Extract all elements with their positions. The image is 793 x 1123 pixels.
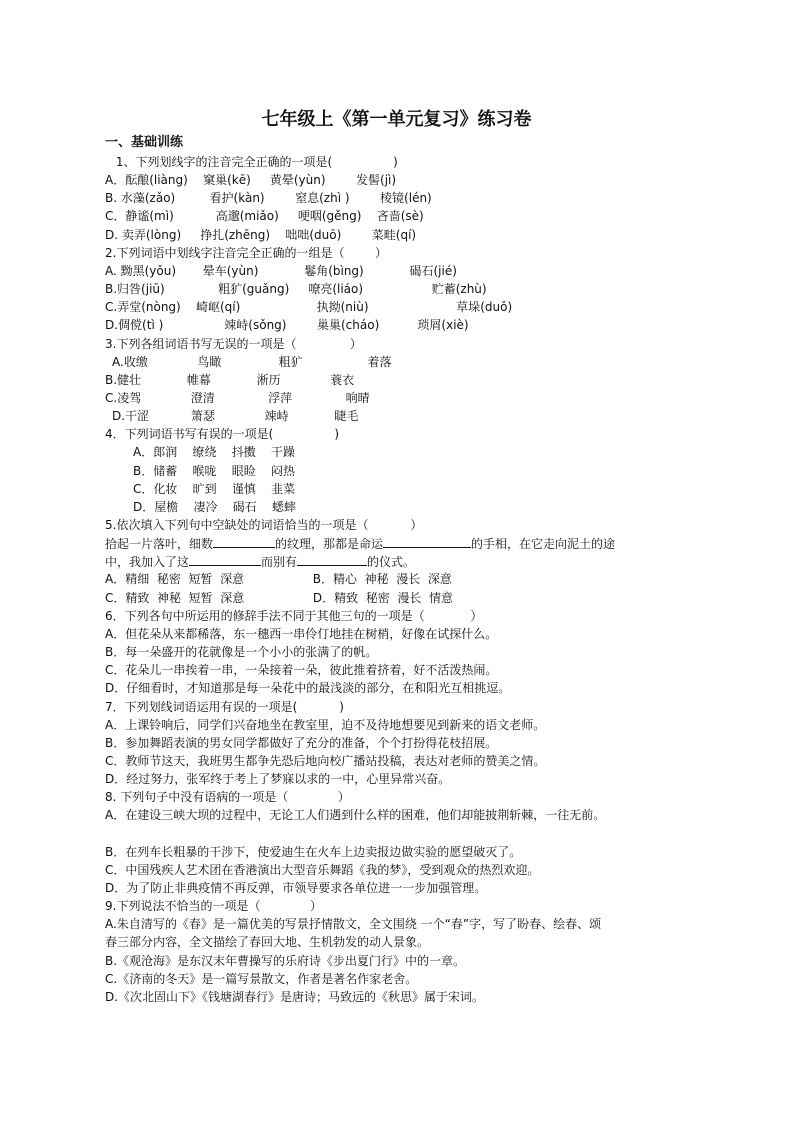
text-line: [105, 770, 450, 788]
line-text: C．化妆 旷到 谨慎 韭菜: [133, 481, 296, 496]
text-line: [105, 316, 469, 334]
text-line: [105, 280, 487, 298]
text-line: [112, 153, 398, 171]
text-line: [105, 843, 521, 861]
text-line: [105, 516, 422, 534]
text-line: [105, 933, 429, 951]
line-text: C.弄堂(nòng) 崎岖(qí) 执拗(niù) 草垛(duǒ): [105, 300, 513, 315]
line-text: A．酝酿(liàng) 窠巢(kē) 黄晕(yùn) 发髻(jì): [105, 173, 397, 188]
line-text: D．仔细看时，才知道那是每一朵花中的最浅淡的部分，在和阳光互相挑逗。: [105, 681, 511, 696]
text-line: [105, 988, 484, 1006]
fill-blank[interactable]: [383, 534, 471, 548]
fill-blank[interactable]: [189, 552, 261, 566]
line-text: A. 黝黑(yǒu) 晕车(yùn) 鬈角(bìng) 碣石(jié): [105, 263, 457, 278]
line-text: B.健壮 帷幕 淅历 蓑衣: [105, 372, 355, 387]
line-text: D. 卖弄(lòng) 挣扎(zhēng) 咄咄(duō) 菜畦(qí): [105, 227, 417, 242]
text-line: [105, 534, 615, 553]
line-text: D．为了防止非典疫情不再反弹，市领导要求各单位进一一步加强管理。: [105, 881, 487, 895]
text-line: [105, 897, 322, 915]
line-text: A．上课铃响后，同学们兴奋地坐在教室里，迫不及待地想要见到新来的语文老师。: [105, 717, 546, 732]
line-text: C．教师节这天，我班男生都争先恐后地向校广播站投稿，表达对老师的赞美之情。: [105, 753, 546, 768]
text-line: [105, 226, 416, 244]
text-line: [105, 244, 387, 262]
text-line: [105, 171, 396, 189]
line-text: 拾起一片落叶，细数: [105, 537, 214, 552]
line-text: 3.下列各组词语书写无误的一项是（ ）: [105, 336, 362, 351]
text-line: [105, 643, 377, 661]
text-line: [105, 625, 497, 643]
line-text: C.凌驾 澄清 浮萍 响晴: [105, 390, 370, 405]
text-line: [133, 498, 296, 516]
text-line: [105, 915, 601, 933]
line-text: 的纹理，那都是命运: [275, 537, 384, 552]
text-line: [105, 570, 452, 588]
line-text: C．花朵儿一串挨着一串，一朵接着一朵，彼此推着挤着，好不活泼热闹。: [105, 663, 498, 678]
line-text: B.《观沧海》是东汉末年曹操写的乐府诗《步出夏门行》中的一章。: [105, 953, 466, 968]
text-line: [105, 806, 605, 824]
text-line: [133, 462, 295, 480]
line-text: A．在建设三峡大坝的过程中，无论工人们遇到什么样的困难，他们却能披荆斩棘，一往无前。: [105, 808, 606, 823]
text-line: [105, 371, 354, 389]
text-line: [105, 788, 350, 806]
line-text: 而别有: [261, 555, 298, 570]
text-line: [105, 389, 370, 407]
line-text: A．精细 秘密 短暂 深意 B．精心 神秘 漫长 深意: [105, 572, 452, 587]
text-line: [105, 952, 465, 970]
text-line: [105, 207, 424, 225]
line-text: 9.下列说法不恰当的一项是（ ）: [105, 899, 323, 914]
text-line: [105, 189, 432, 207]
line-text: A.收缴 鸟瞰 粗犷 着落: [112, 354, 392, 369]
text-line: [105, 861, 539, 879]
section-heading: 一、基础训练: [105, 135, 184, 150]
line-text: 8. 下列句子中没有语病的一项是（ ）: [105, 790, 350, 805]
page-title: 七年级上《第一单元复习》练习卷: [261, 109, 532, 130]
line-text: B．参加舞蹈表演的男女同学都做好了充分的准备，个个打扮得花枝招展。: [105, 735, 498, 750]
text-line: [105, 262, 457, 280]
line-text: B. 水藻(zǎo) 看护(kàn) 窒息(zhì ) 棱镜(lén): [105, 191, 432, 206]
line-text: 的手相，在它走向泥土的途: [471, 537, 616, 552]
line-text: D．屋檐 凄冷 碣石 蟋蟀: [133, 499, 297, 514]
text-line: [105, 589, 453, 607]
line-text: B．储蓄 喉咙 眼睑 闷热: [133, 463, 296, 478]
line-text: 的仪式。: [367, 555, 416, 570]
text-line: [112, 353, 391, 371]
line-text: D.《次北固山下》《钱塘湖春行》是唐诗；马致远的《秋思》属于宋词。: [105, 989, 485, 1004]
text-line: [133, 480, 295, 498]
line-text: 中，我加入了这: [105, 555, 190, 570]
text-line: [105, 661, 497, 679]
line-text: C．静谧(mì) 高邈(miǎo) 哽咽(gěng) 吝啬(sè): [105, 209, 424, 224]
text-line: [112, 407, 358, 425]
text-line: [105, 970, 417, 988]
line-text: A．郎润 缭绕 抖擞 干躁: [133, 445, 295, 460]
line-text: D．经过努力，张军终于考上了梦寐以求的一中，心里异常兴奋。: [105, 772, 451, 787]
line-text: B．在列车长粗暴的干涉下，使爱迪生在火车上边卖报边做实验的愿望破灭了。: [105, 844, 522, 859]
line-text: 4．下列词语书写有误的一项是( ): [105, 427, 340, 442]
text-line: [105, 298, 512, 316]
text-line: [105, 607, 482, 625]
fill-blank[interactable]: [213, 534, 275, 548]
text-line: [105, 335, 362, 353]
text-line: [105, 752, 545, 770]
line-text: C.《济南的冬天》是一篇写景散文，作者是著名作家老舍。: [105, 971, 418, 986]
line-text: 7．下列划线词语运用有误的一项是( ): [105, 699, 344, 714]
line-text: C．精致 神秘 短暂 深意 D．精致 秘密 漫长 情意: [105, 590, 454, 605]
text-line: [105, 698, 344, 716]
text-line: [105, 734, 497, 752]
line-text: 6．下列各句中所运用的修辞手法不同于其他三句的一项是（ ）: [105, 608, 483, 623]
line-text: C．中国残疾人艺术团在香港演出大型音乐舞蹈《我的梦》，受到观众的热烈欢迎。: [105, 862, 540, 877]
line-text: B.归咎(jiū) 粗犷(guǎng) 嘹亮(liáo) 贮蓄(zhù): [105, 282, 487, 297]
line-text: 1、下列划线字的注音完全正确的一项是( ): [112, 155, 398, 169]
text-line: [133, 443, 295, 461]
line-text: 2.下列词语中划线字注音完全正确的一组是（ ）: [105, 245, 387, 260]
line-text: B．每一朵盛开的花就像是一个小小的张满了的帆。: [105, 645, 378, 660]
fill-blank[interactable]: [297, 552, 367, 566]
line-text: 5.依次填入下列句中空缺处的词语恰当的一项是（ ）: [105, 518, 423, 532]
text-line: [105, 879, 486, 897]
line-text: A.朱自清写的《春》是一篇优美的写景抒情散文，全文围绕 一个“春”字，写了盼春、绘春、颂: [105, 917, 602, 932]
text-line: [105, 716, 545, 734]
line-text: D.干涩 箫瑟 竦峙 睫毛: [112, 409, 359, 424]
line-text: D.倜傥(tì ) 竦峙(sǒng) 巢巢(cháo) 琐屑(xiè): [105, 318, 469, 333]
line-text: A．但花朵从来都稀落，东一穗西一串伶仃地挂在树梢，好像在试探什么。: [105, 626, 498, 641]
text-line: [105, 552, 415, 571]
line-text: 春三部分内容，全文描绘了春回大地、生机勃发的动人景象。: [105, 935, 430, 950]
text-line: [105, 679, 510, 697]
text-line: [105, 425, 339, 443]
